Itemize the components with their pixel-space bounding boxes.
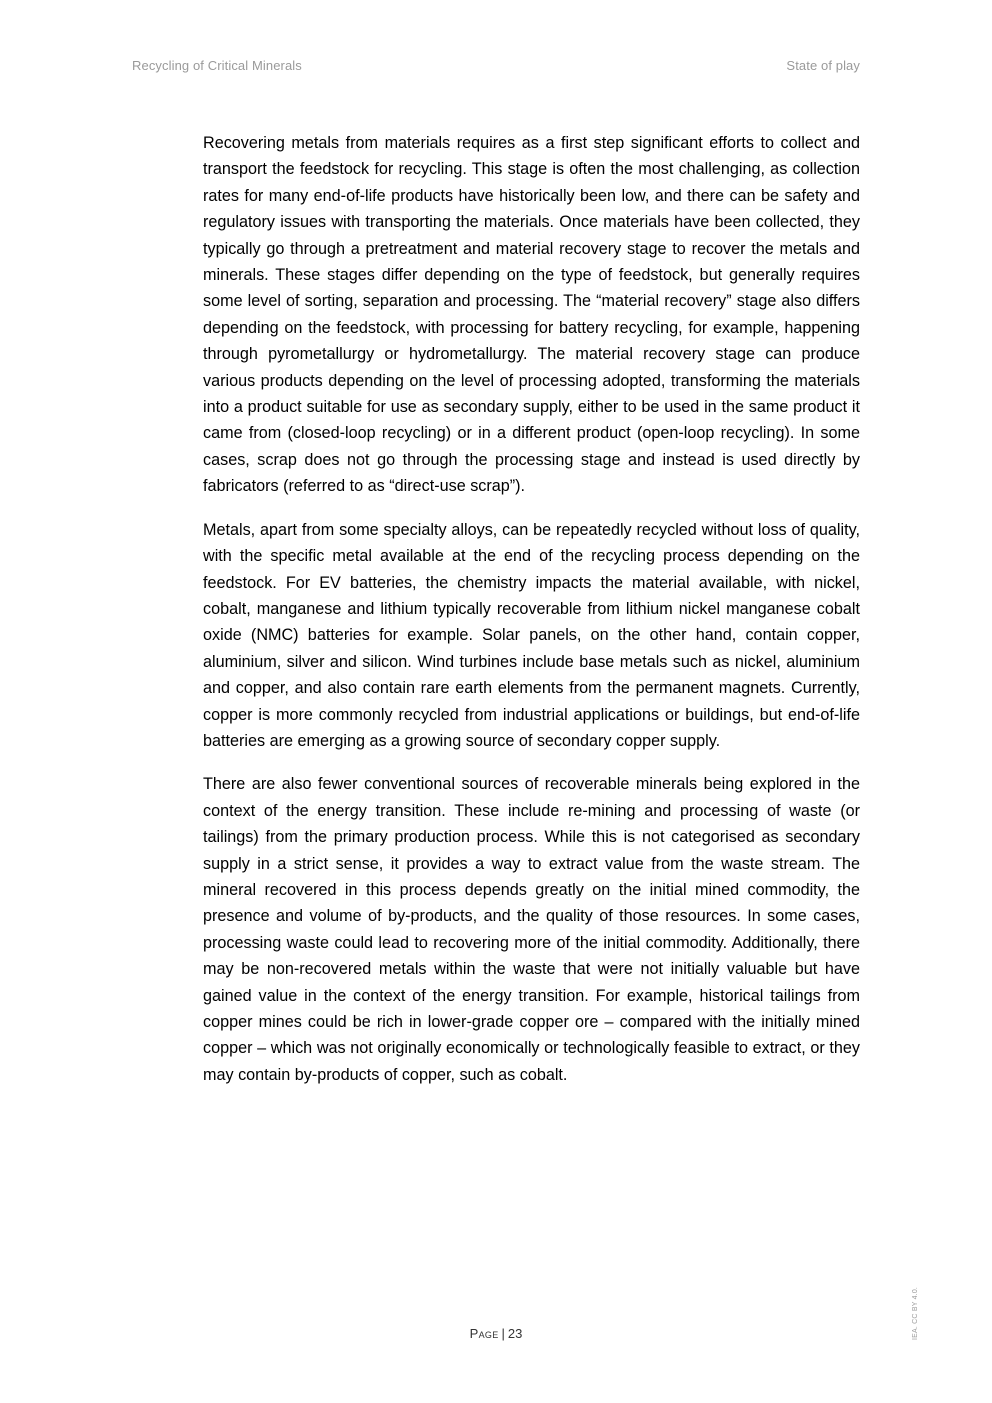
paragraph-unconventional-sources: There are also fewer conventional sources of recoverable minerals being explored in the context of the energy transition. These include re-mining and processing of waste (or tailings) from the primary production process. While this is not categorised as secondary supply in a strict sense, it provides a way to extract value from the waste stream. The mineral recovered in this process depends greatly on the initial mined commodity, the presence and volume of by-products, and the quality of those resources. In some cases, processing waste could lead to recovering more of the initial commodity. Additionally, there may be non-recovered metals within the waste that were not initially valuable but have gained value in the context of the energy transition. For example, historical tailings from copper mines could be rich in lower-grade copper ore – compared with the initially mined copper – which was not originally economically or technologically feasible to extract, or they may contain by-products of copper, such as cobalt. — [203, 775, 860, 1084]
running-header-section: State of play — [786, 58, 860, 73]
page-footer — [0, 1326, 992, 1341]
page-number: 23 — [507, 1326, 523, 1341]
paragraph-metals-recyclability: Metals, apart from some specialty alloys, can be repeatedly recycled without loss of quality, with the specific metal available at the end of the recycling process depending on the feedstock. For EV batteries, the chemistry impacts the material available, with nickel, cobalt, manganese and lithium typically recoverable from lithium nickel manganese cobalt oxide (NMC) batteries for example. Solar panels, on the other hand, contain copper, aluminium, silver and silicon. Wind turbines include base metals such as nickel, aluminium and copper, and also contain rare earth elements from the permanent magnets. Currently, copper is more commonly recycled from industrial applications or buildings, but end-of-life batteries are emerging as a growing source of secondary copper supply. — [203, 520, 860, 750]
paragraph-recovery-process: Recovering metals from materials requires as a first step significant efforts to collect and transport the feedstock for recycling. This stage is often the most challenging, as collection rates for many end-of-life products have historically been low, and there can be safety and regulatory issues with transporting the materials. Once materials have been collected, they typically go through a pretreatment and material recovery stage to recover the metals and minerals. These stages differ depending on the type of feedstock, but generally requires some level of sorting, separation and processing. The “material recovery” stage also differs depending on the feedstock, with processing for battery recycling, for example, happening through pyrometallurgy or hydrometallurgy. The material recovery stage can produce various products depending on the level of processing adopted, transforming the materials into a product suitable for use as secondary supply, either to be used in the same product it came from (closed-loop recycling) or in a different product (open-loop recycling). In some cases, scrap does not go through the processing stage and instead is used directly by fabricators (referred to as “direct-use scrap”). — [203, 134, 860, 496]
page-label: Page — [469, 1326, 499, 1341]
copyright-notice: IEA. CC BY 4.0. — [912, 1286, 919, 1340]
running-header-title: Recycling of Critical Minerals — [132, 58, 302, 73]
page-separator: | — [501, 1326, 505, 1341]
body-text — [203, 130, 860, 1105]
